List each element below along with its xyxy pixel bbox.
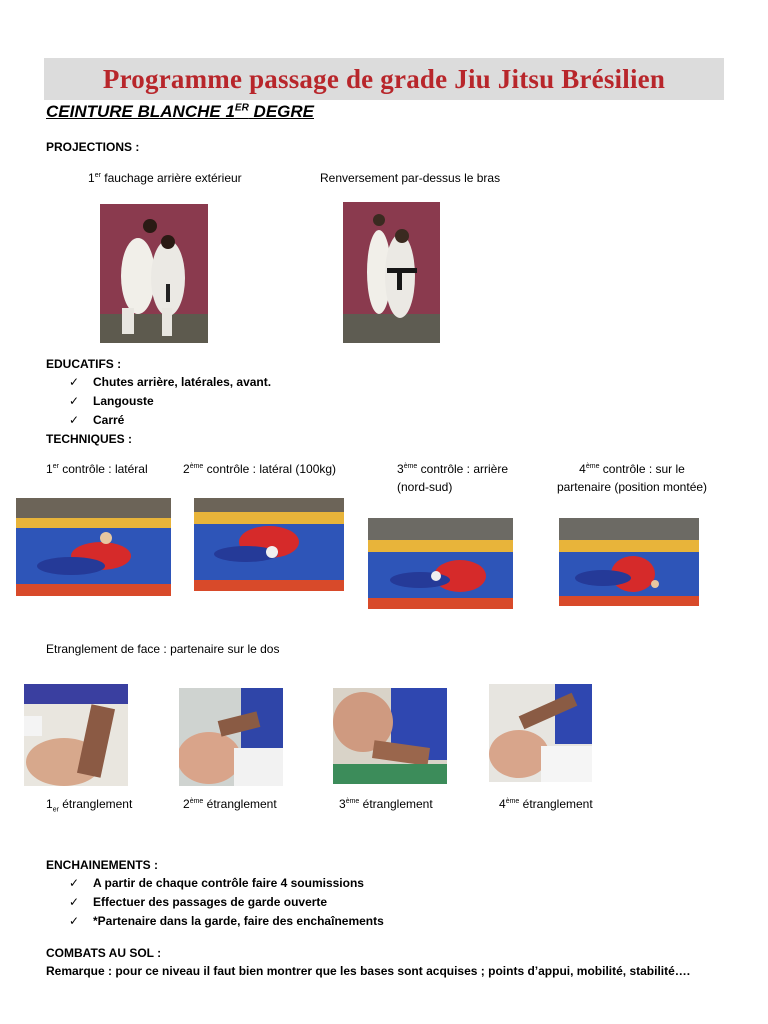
strangle-caption-2 [183,797,277,811]
checkmark-icon: ✓ [69,895,80,909]
sup: ème [189,463,204,470]
text: contrôle : latéral [58,462,148,476]
technique-label-2 [183,462,336,476]
list-item [69,373,271,392]
checkmark-icon: ✓ [69,375,80,389]
item-text: Langouste [93,394,154,408]
technique-label-1 [46,462,148,476]
projections-heading: PROJECTIONS : [46,140,140,154]
combats-remark: Remarque : pour ce niveau il faut bien montrer que les bases sont acquises ; points d’appui, mobilité, stabilité…. [46,964,691,978]
educatifs-heading: EDUCATIFS : [46,357,122,371]
item-text: *Partenaire dans la garde, faire des enchaînements [93,914,384,928]
num: 2 [183,462,190,476]
techniques-heading: TECHNIQUES : [46,432,133,446]
num: 4 [499,797,506,811]
strangle-caption-4 [499,797,593,811]
list-item [69,874,384,893]
text: contrôle : latéral (100kg) [203,462,337,476]
subtitle-text: CEINTURE BLANCHE 1 [46,102,235,121]
num: 1 [46,462,53,476]
item-text: Effectuer des passages de garde ouverte [93,895,328,909]
sup: ème [505,798,520,805]
sup: er [52,463,59,470]
text: contrôle : arrière [417,462,509,476]
etranglement-heading: Etranglement de face : partenaire sur le dos [46,642,280,656]
sup: ème [585,463,600,470]
strangle-photo-4 [489,684,592,782]
page-title: Programme passage de grade Jiu Jitsu Brésilien [102,63,666,94]
strangle-photo-1 [24,684,128,786]
enchainements-list [69,874,384,931]
num: 3 [339,797,346,811]
technique-label-3 [397,462,508,494]
item-text: Chutes arrière, latérales, avant. [93,375,272,389]
text: fauchage arrière extérieur [100,171,242,185]
strangle-caption-1 [46,797,132,813]
sup: ème [403,463,418,470]
grade-subtitle [46,102,314,122]
projection-label-2 [320,171,500,185]
strangle-photo-3 [333,688,447,784]
item-text: Carré [93,413,125,427]
list-item [69,392,271,411]
num: 1 [88,171,95,185]
sup: ème [345,798,360,805]
list-item [69,893,384,912]
text: Renversement par-dessus le bras [320,171,501,185]
item-text: A partir de chaque contrôle faire 4 soumissions [93,876,364,890]
strangle-photo-2 [179,688,283,786]
projection-photo-2 [343,202,440,343]
technique-photo-4 [559,518,699,606]
combats-heading: COMBATS AU SOL : [46,946,162,960]
sup: er [52,806,59,814]
num: 3 [397,462,404,476]
text: étranglement [519,797,593,811]
checkmark-icon: ✓ [69,914,80,928]
text: étranglement [58,797,133,811]
list-item [69,912,384,931]
technique-photo-3 [368,518,513,609]
checkmark-icon: ✓ [69,876,80,890]
text: étranglement [203,797,277,811]
title-banner [44,58,724,100]
subtitle-sup: ER [234,102,249,114]
list-item [69,411,271,430]
text-line2: (nord-sud) [397,480,453,494]
technique-photo-2 [194,498,344,591]
strangle-caption-3 [339,797,433,811]
num: 1 [46,797,53,811]
projection-photo-1 [100,204,208,343]
num: 4 [579,462,586,476]
num: 2 [183,797,190,811]
subtitle-end: DEGRE [248,102,314,121]
enchainements-heading: ENCHAINEMENTS : [46,858,159,872]
technique-label-4 [547,462,717,494]
text: contrôle : sur le [599,462,685,476]
text: étranglement [359,797,433,811]
text-line2: partenaire (position montée) [556,480,708,494]
projection-label-1 [88,171,242,185]
checkmark-icon: ✓ [69,413,80,427]
sup: ème [189,798,204,805]
educatifs-list [69,373,271,430]
sup: er [94,172,101,179]
technique-photo-1 [16,498,171,596]
checkmark-icon: ✓ [69,394,80,408]
